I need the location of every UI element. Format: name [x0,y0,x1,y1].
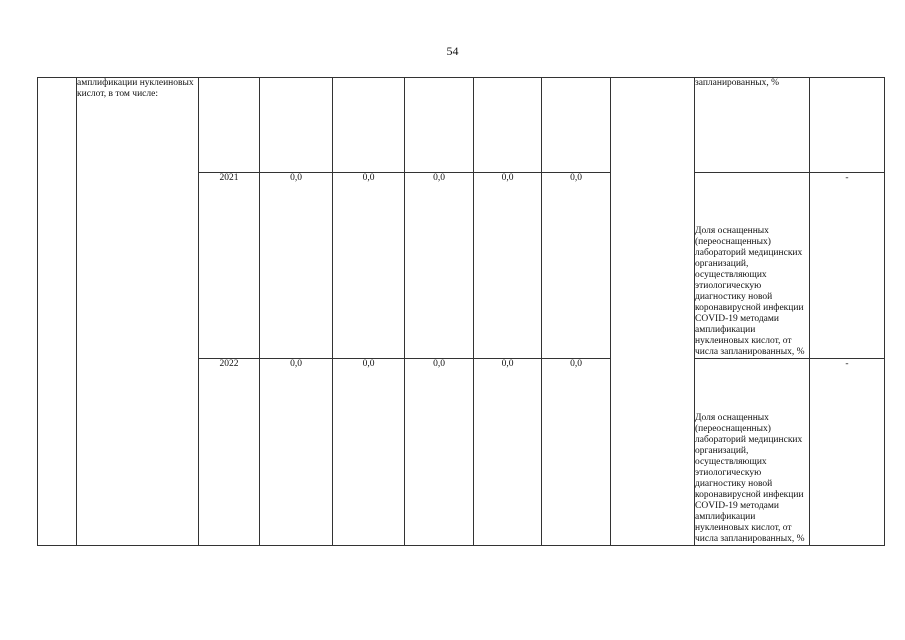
value-cell [260,78,333,173]
target-cell: - [810,173,885,359]
value-cell: 0,0 [405,359,474,546]
value-cell: 0,0 [260,359,333,546]
value-cell: 0,0 [333,359,405,546]
year-cell: 2022 [199,359,260,546]
index-cell [38,78,77,546]
page-number: 54 [446,44,459,58]
year-cell [199,78,260,173]
table-row [38,78,885,173]
indicator-cell: Доля оснащенных (переоснащенных) лабораторий медицинских организаций, осуществляющих этиологическую диагностику новой коронавирусной инфекции COVID-19 методами амплификации нуклеиновых кислот, от числа запланированных, % [695,359,810,546]
event-description-cell: амплификации нуклеиновых кислот, в том числе: [77,78,199,546]
indicator-cell: запланированных, % [695,78,810,173]
value-cell: 0,0 [333,173,405,359]
year-cell: 2021 [199,173,260,359]
target-cell [810,78,885,173]
target-cell: - [810,359,885,546]
value-cell: 0,0 [542,359,611,546]
value-cell [333,78,405,173]
value-cell [542,78,611,173]
value-cell: 0,0 [542,173,611,359]
program-table [37,77,885,546]
value-cell: 0,0 [474,359,542,546]
executor-cell [611,78,695,546]
value-cell: 0,0 [260,173,333,359]
value-cell [474,78,542,173]
value-cell: 0,0 [474,173,542,359]
value-cell [405,78,474,173]
indicator-cell: Доля оснащенных (переоснащенных) лабораторий медицинских организаций, осуществляющих этиологическую диагностику новой коронавирусной инфекции COVID-19 методами амплификации нуклеиновых кислот, от числа запланированных, % [695,173,810,359]
value-cell: 0,0 [405,173,474,359]
